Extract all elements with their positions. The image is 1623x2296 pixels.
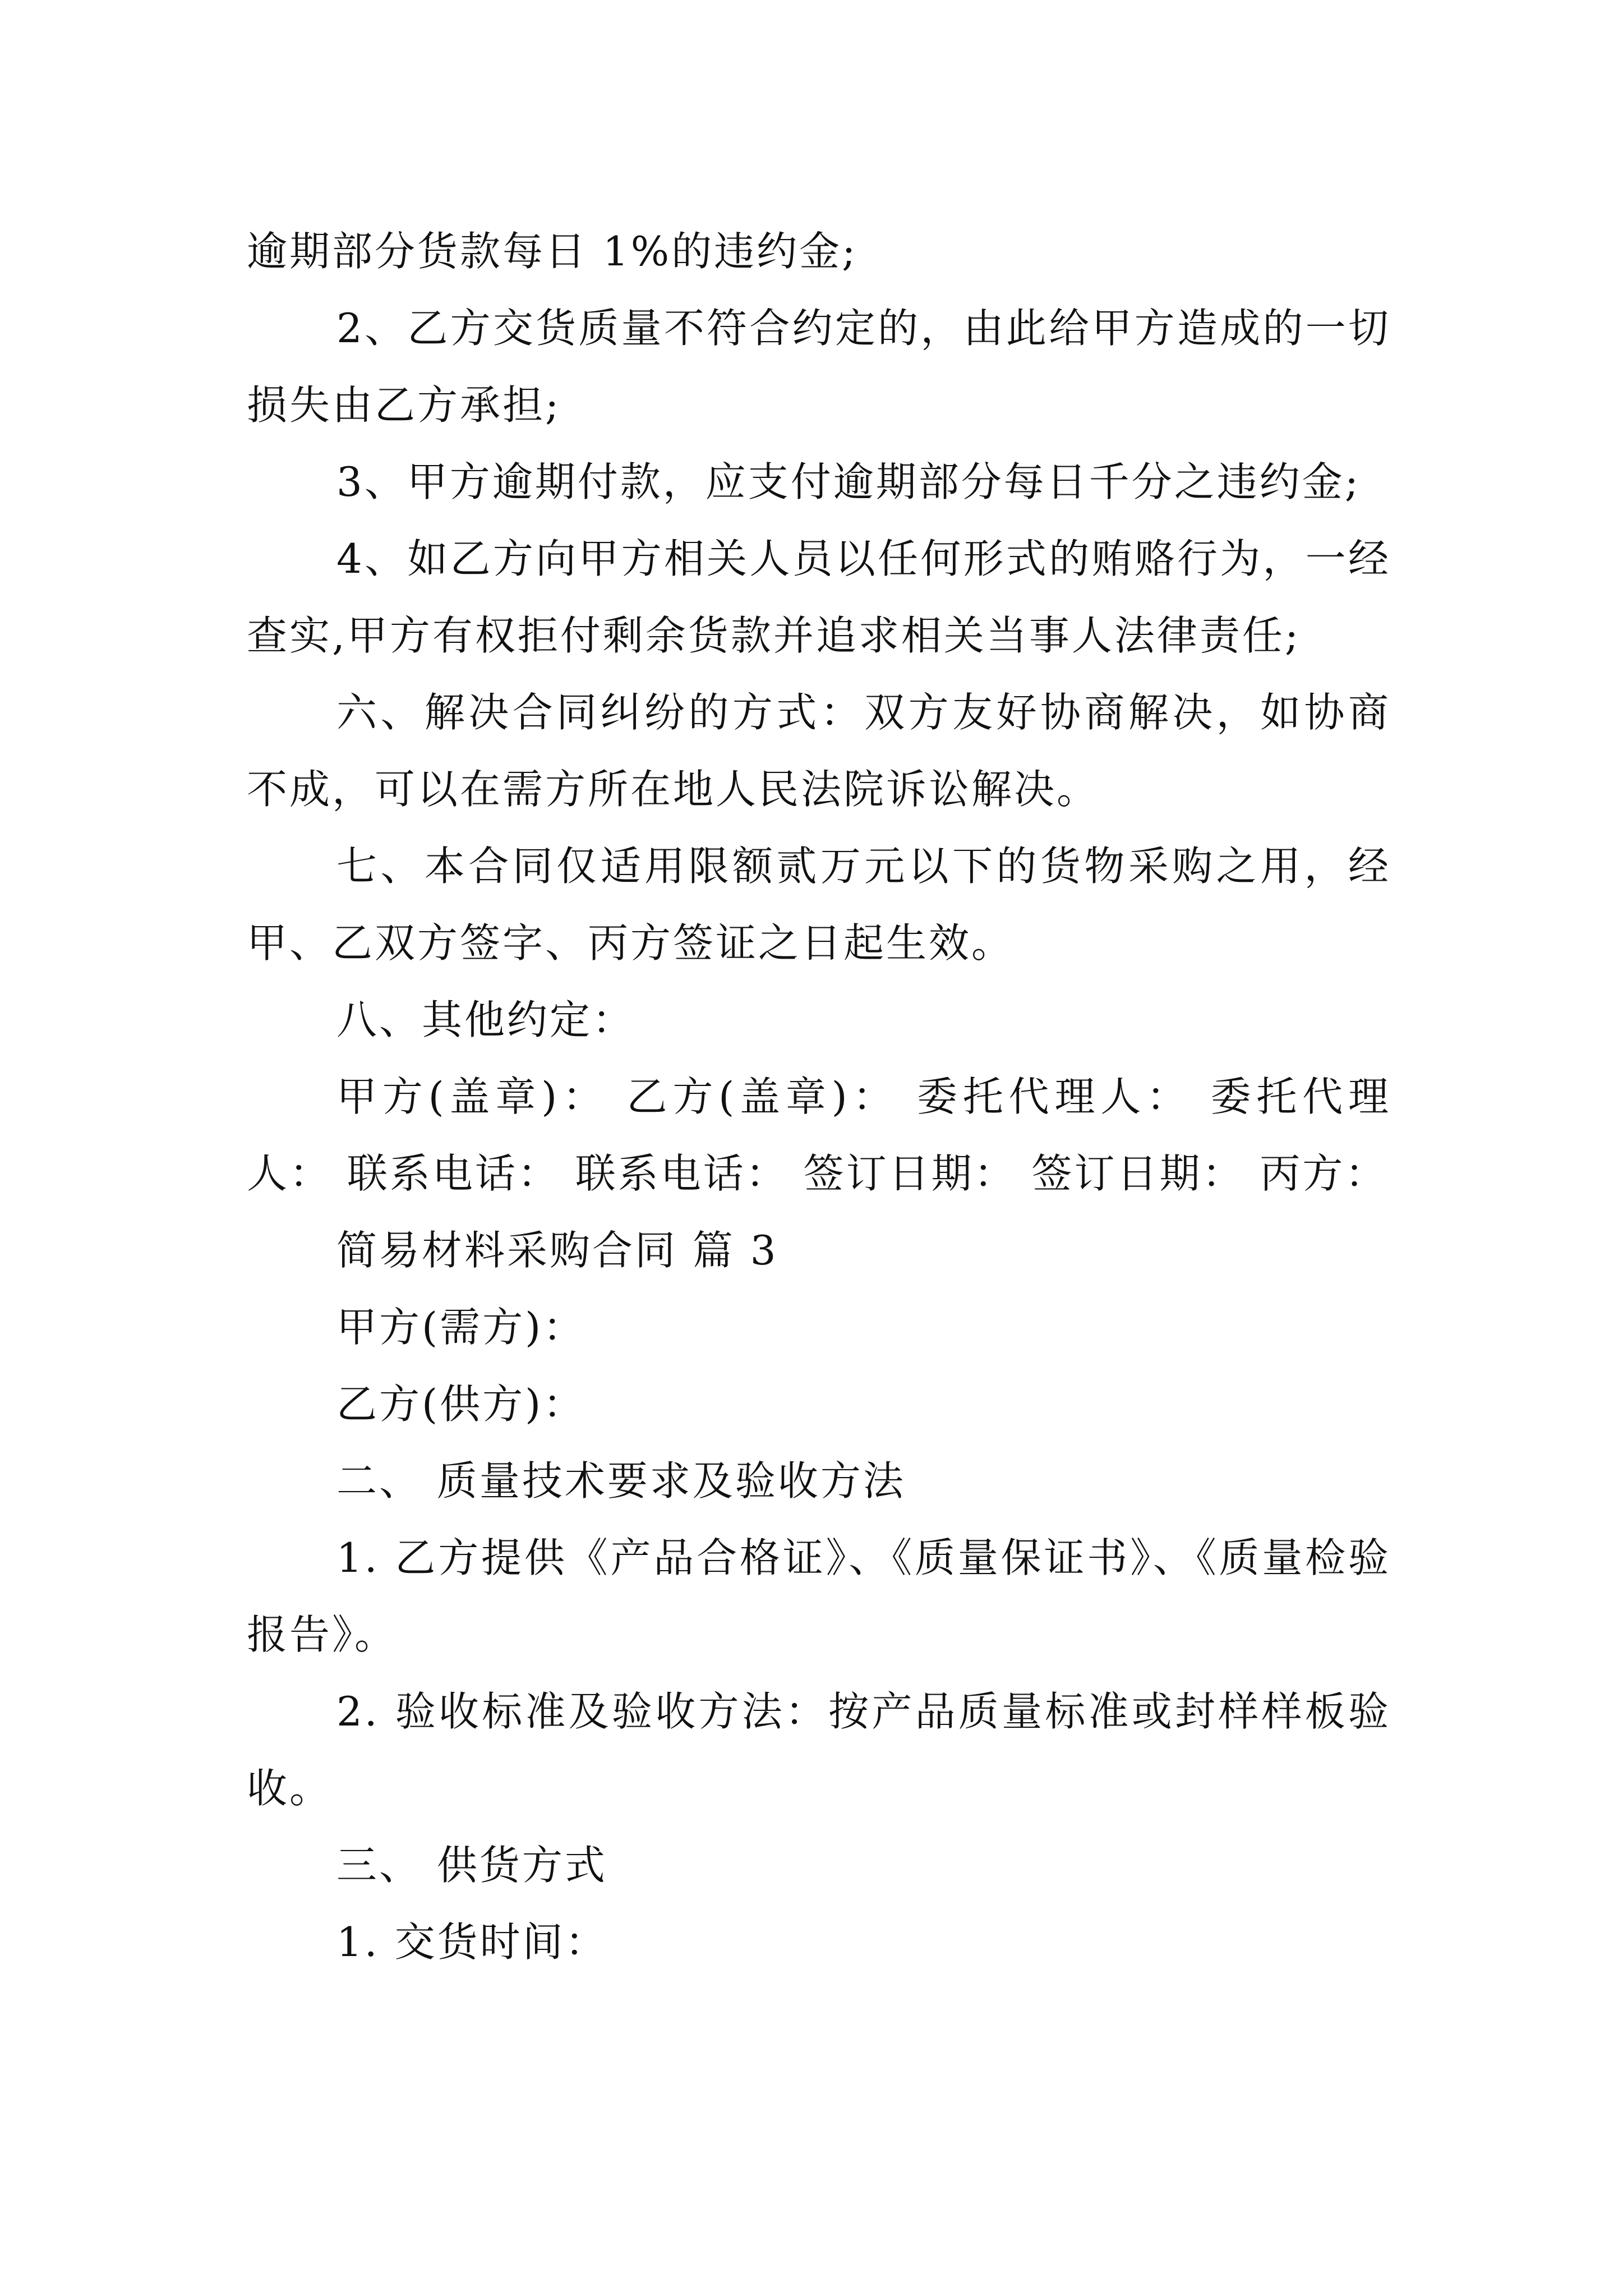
paragraph-late-payment: 3、甲方逾期付款，应支付逾期部分每日千分之违约金; <box>336 458 1361 505</box>
paragraph-party-b: 乙方(供方)： <box>336 1381 586 1428</box>
section-title-contract-3: 简易材料采购合同 篇 3 <box>336 1227 778 1274</box>
paragraph-penalty-continued: 逾期部分货款每日 1%的违约金; <box>247 228 858 275</box>
paragraph-contract-scope: 七、本合同仅适用限额贰万元以下的货物采购之用，经甲、乙双方签字、丙方签证之日起生效。 <box>247 843 1391 967</box>
paragraph-certificates: 1. 乙方提供《产品合格证》、《质量保证书》、《质量检验报告》。 <box>247 1534 1391 1658</box>
paragraph-dispute-resolution: 六、解决合同纠纷的方式：双方友好协商解决，如协商不成，可以在需方所在地人民法院诉讼解决。 <box>247 689 1391 813</box>
document-body <box>247 213 1391 1981</box>
paragraph-quality-liability: 2、乙方交货质量不符合约定的，由此给甲方造成的一切损失由乙方承担; <box>247 305 1391 429</box>
heading-supply-method: 三、 供货方式 <box>336 1842 607 1889</box>
paragraph-acceptance-standard: 2. 验收标准及验收方法：按产品质量标准或封样样板验收。 <box>247 1688 1391 1812</box>
paragraph-other-terms: 八、其他约定： <box>336 996 635 1043</box>
paragraph-signature-block: 甲方(盖章)： 乙方(盖章)： 委托代理人： 委托代理人： 联系电话： 联系电话： 签订日期： 签订日期： 丙方： <box>247 1073 1391 1197</box>
paragraph-bribery-clause: 4、如乙方向甲方相关人员以任何形式的贿赂行为，一经查实,甲方有权拒付剩余货款并追求相关当事人法律责任; <box>247 535 1391 659</box>
paragraph-delivery-time: 1. 交货时间： <box>336 1918 608 1966</box>
paragraph-party-a: 甲方(需方)： <box>336 1304 586 1351</box>
heading-quality-requirements: 二、 质量技术要求及验收方法 <box>336 1457 906 1504</box>
